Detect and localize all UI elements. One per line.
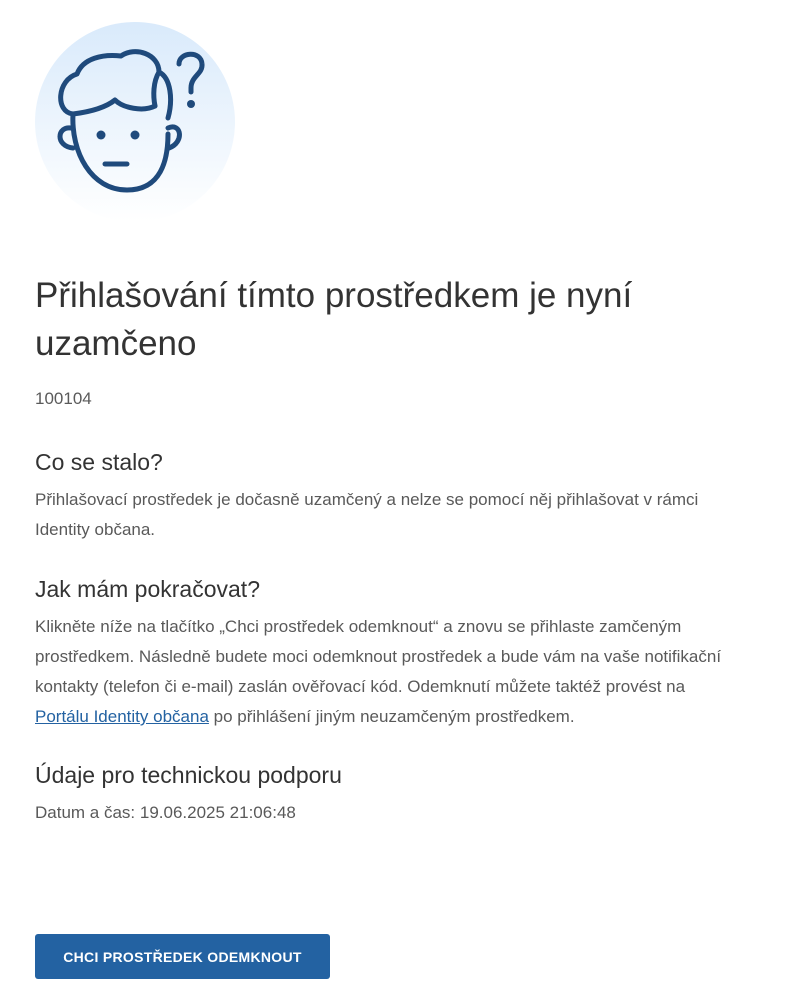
section-heading-tech-support: Údaje pro technickou podporu [35,762,342,788]
section-heading-how-to-continue: Jak mám pokračovat? [35,576,260,602]
how-to-continue-text [35,612,735,732]
unlock-credential-button[interactable]: CHCI PROSTŘEDEK ODEMKNOUT [35,934,330,979]
error-code: 100104 [35,389,92,408]
main-content [35,272,735,828]
how-to-continue-text-end: po přihlášení jiným neuzamčeným prostředkem. [208,707,575,726]
what-happened-text: Přihlašovací prostředek je dočasně uzamčený a nelze se pomocí něj přihlašovat v rámci Identity občana. [35,490,699,539]
tech-support-datetime: Datum a čas: 19.06.2025 21:06:48 [35,803,296,822]
how-to-continue-text-start: Klikněte níže na tlačítko „Chci prostředek odemknout“ a znovu se přihlaste zamčeným prostředkem. Následně budete moci odemknout prostředek a bude vám na vaše notifikační kontakty (telefon či e-mail) zaslán ověřovací kód. Odemknutí můžete taktéž provést na [35,617,722,696]
confused-person-illustration [35,22,235,222]
section-heading-what-happened: Co se stalo? [35,449,163,475]
confused-person-icon [35,22,235,222]
portal-identity-link[interactable]: Portálu Identity občana [35,707,209,726]
page-title: Přihlašování tímto prostředkem je nyní uzamčeno [35,276,633,363]
